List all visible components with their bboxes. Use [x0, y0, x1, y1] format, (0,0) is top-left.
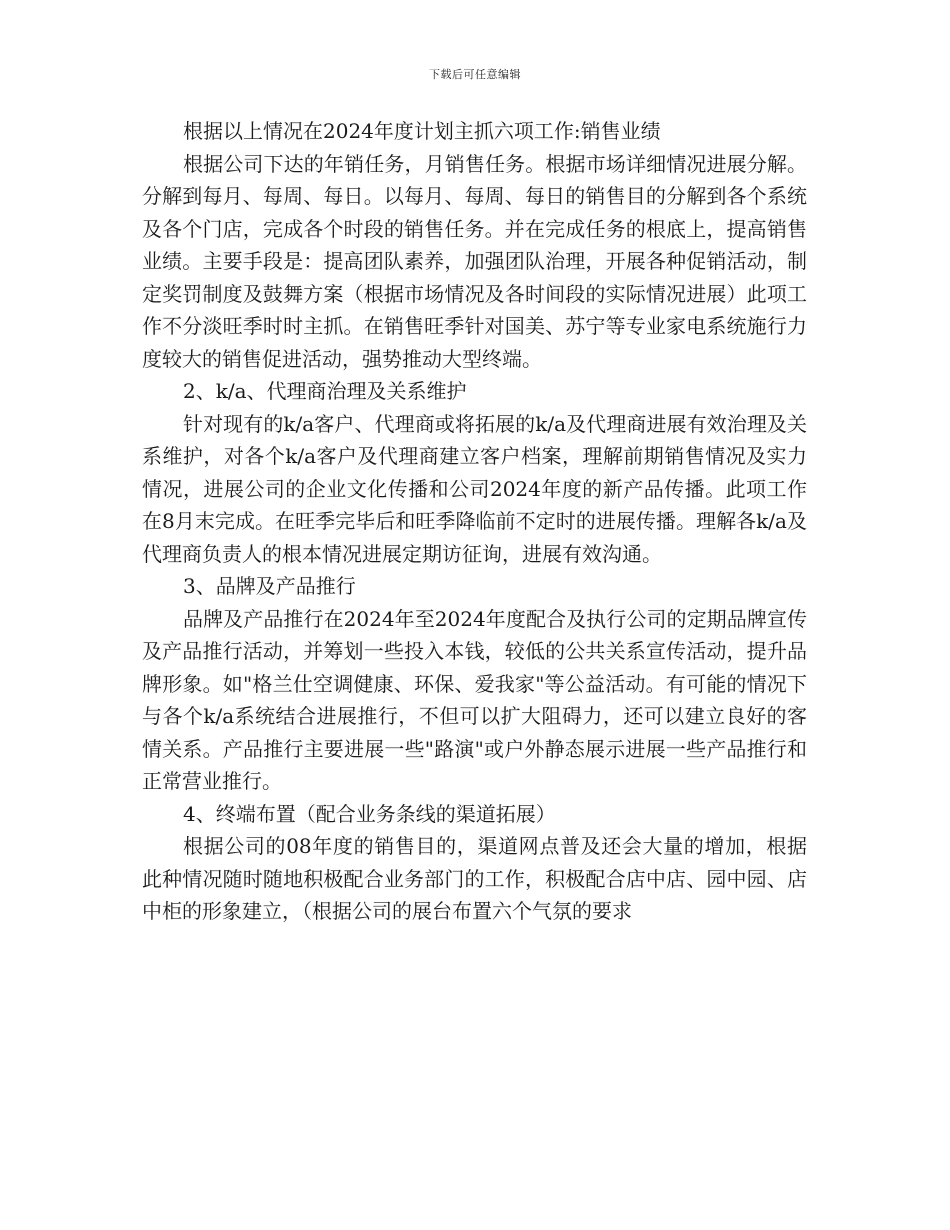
paragraph-brand-promotion: 品牌及产品推行在2024年至2024年度配合及执行公司的定期品牌宣传及产品推行活动，并筹划一些投入本钱，较低的公共关系宣传活动，提升品牌形象。如"格兰仕空调健康、环保、爱我家"等公益活动。有可能的情况下与各个k/a系统结合进展推行，不但可以扩大阻碍力，还可以建立良好的客情关系。产品推行主要进展一些"路演"或户外静态展示进展一些产品推行和正常营业推行。: [142, 606, 807, 793]
section-heading-ka-agent: 2、k/a、代理商治理及关系维护: [183, 379, 467, 403]
paragraph-ka-agent: 针对现有的k/a客户、代理商或将拓展的k/a及代理商进展有效治理及关系维护，对各个k/a客户及代理商建立客户档案，理解前期销售情况及实力情况，进展公司的企业文化传播和公司2024年度的新产品传播。此项工作在8月末完成。在旺季完毕后和旺季降临前不定时的进展传播。理解各k/a及代理商负责人的根本情况进展定期访征询，进展有效沟通。: [142, 411, 807, 566]
paragraph-sales-performance: 根据公司下达的年销任务，月销售任务。根据市场详细情况进展分解。分解到每月、每周、每日。以每月、每周、每日的销售目的分解到各个系统及各个门店，完成各个时段的销售任务。并在完成任务的根底上，提高销售业绩。主要手段是：提高团队素养，加强团队治理，开展各种促销活动，制定奖罚制度及鼓舞方案（根据市场情况及各时间段的实际情况进展）此项工作不分淡旺季时时主抓。在销售旺季针对国美、苏宁等专业家电系统施行力度较大的销售促进活动，强势推动大型终端。: [142, 151, 807, 371]
document-body: [142, 115, 807, 928]
section-heading-terminal-layout: 4、终端布置（配合业务条线的渠道拓展）: [183, 801, 556, 826]
paragraph-terminal-layout: 根据公司的08年度的销售目的，渠道网点普及还会大量的增加，根据此种情况随时随地积极配合业务部门的工作，积极配合店中店、园中园、店中柜的形象建立，（根据公司的展台布置六个气氛的要求: [142, 834, 807, 923]
section-heading-brand-promotion: 3、品牌及产品推行: [183, 574, 356, 598]
paragraph-intro: 根据以上情况在2024年度计划主抓六项工作:销售业绩: [183, 119, 661, 143]
page-header: 下载后可任意编辑: [429, 68, 521, 81]
